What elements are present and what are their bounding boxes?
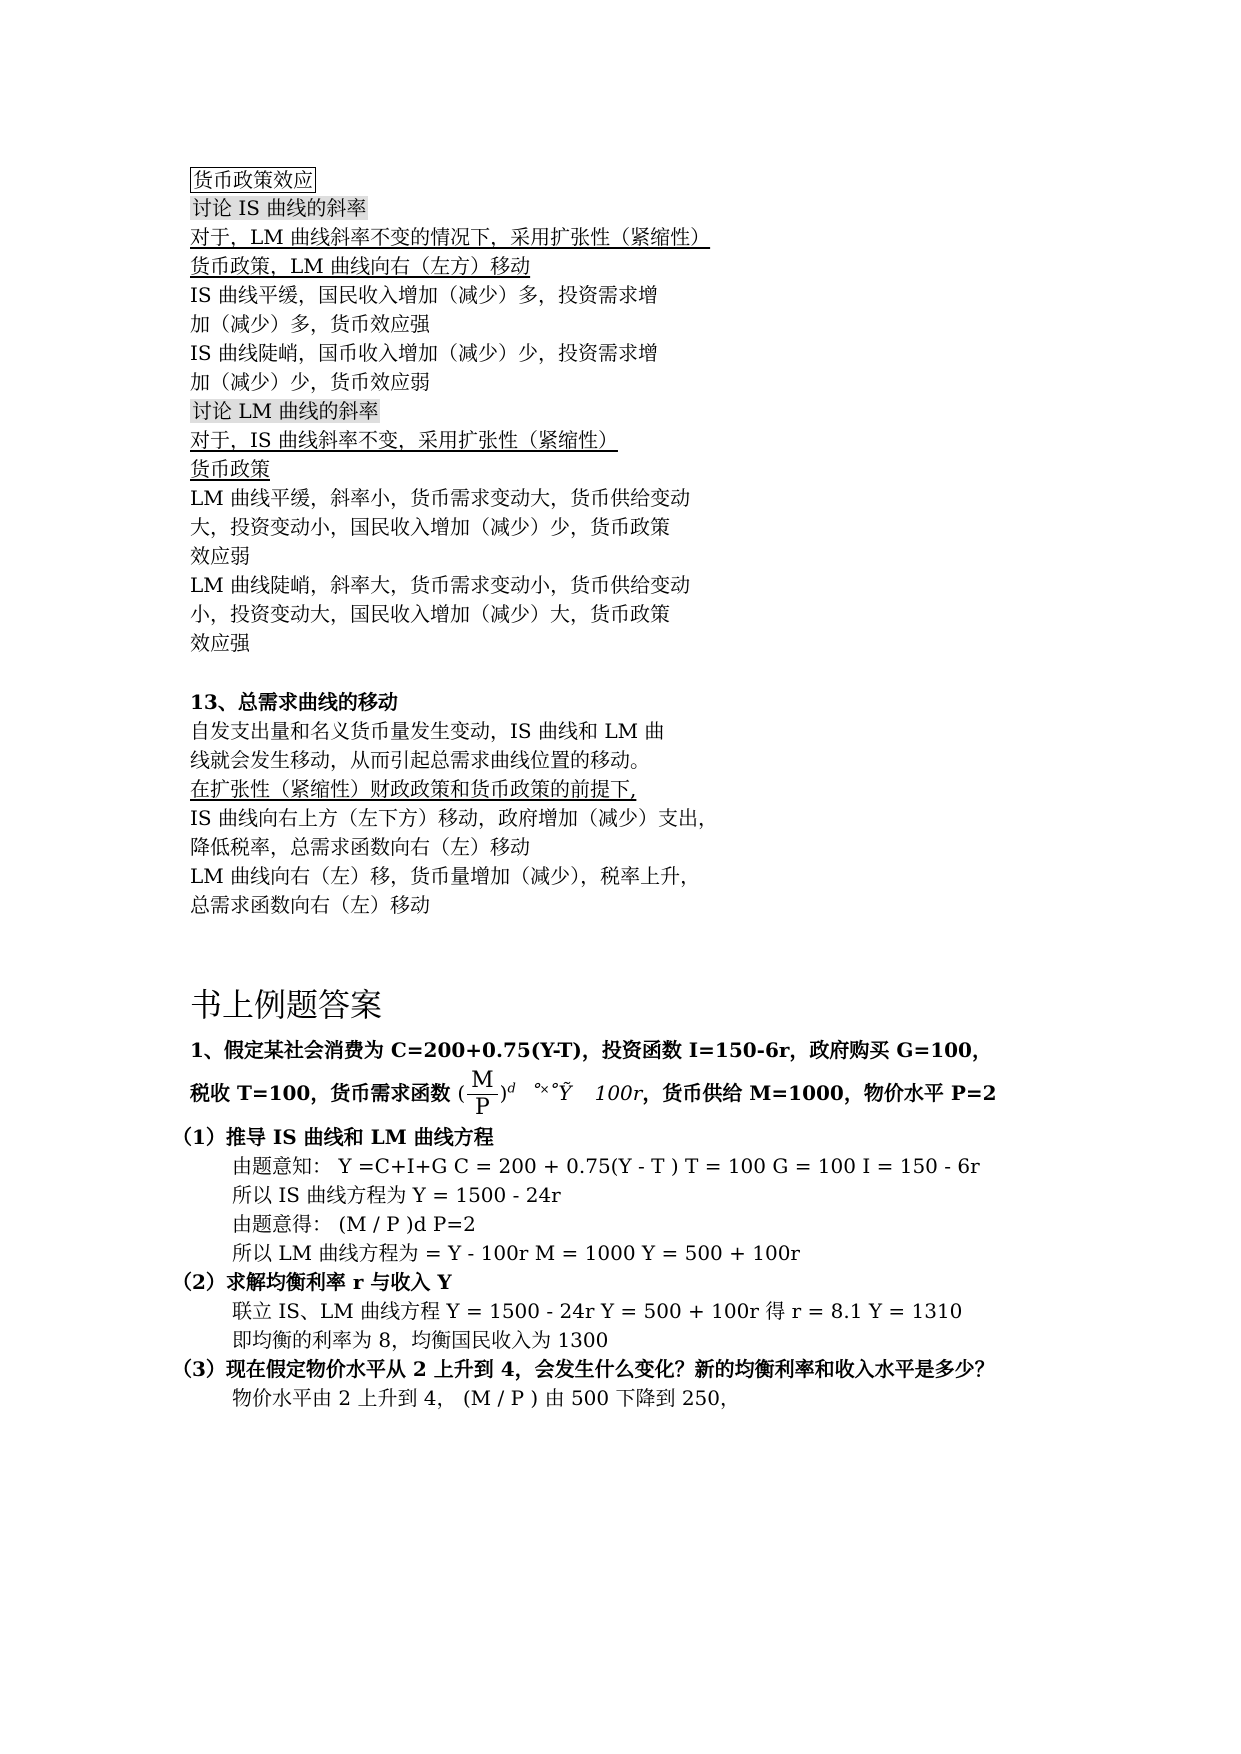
- part-2-line-1: 联立 IS、LM 曲线方程 Y = 1500 - 24r Y = 500 + 100r 得 r = 8.1 Y = 1310: [232, 1299, 963, 1323]
- question-1-line-2-prefix: 税收 T=100，货币需求函数: [190, 1081, 451, 1105]
- is-flat-line-1: IS 曲线平缓，国民收入增加（减少）多，投资需求增: [190, 283, 658, 307]
- lm-condition-line-1: 对于，IS 曲线斜率不变，采用扩张性（紧缩性）: [190, 428, 618, 452]
- part-2-title: （2）求解均衡利率 r 与收入 Y: [172, 1270, 452, 1294]
- section-13-heading: 13、总需求曲线的移动: [190, 690, 398, 714]
- is-slope-heading-line: [190, 193, 368, 223]
- section-title-box: [190, 165, 316, 195]
- paren-open: (: [457, 1081, 466, 1105]
- lm-steep-line-3: 效应强: [190, 631, 250, 655]
- section-title: 货币政策效应: [190, 167, 316, 193]
- part-1-line-4: 所以 LM 曲线方程为 = Y - 100r M = 1000 Y = 500 + 100r: [232, 1241, 800, 1265]
- part-1-line-1: 由题意知： Y =C+I+G C = 200 + 0.75(Y - T ) T = 100 G = 100 I = 150 - 6r: [232, 1154, 980, 1178]
- part-2-line-2: 即均衡的利率为 8，均衡国民收入为 1300: [232, 1328, 609, 1352]
- is-steep-line-2: 加（减少）少，货币效应弱: [190, 370, 430, 394]
- question-1-line-2: [190, 1068, 997, 1121]
- lm-slope-heading: 讨论 LM 曲线的斜率: [192, 399, 379, 423]
- part-1-line-3: 由题意得： (M / P )d P=2: [232, 1212, 476, 1236]
- part-1-title: （1）推导 IS 曲线和 LM 曲线方程: [172, 1125, 494, 1149]
- fraction-numerator: M: [467, 1068, 498, 1095]
- section-13-para-7: 总需求函数向右（左）移动: [190, 893, 430, 917]
- section-13-para-3: 在扩张性（紧缩性）财政政策和货币政策的前提下,: [190, 777, 637, 801]
- answers-heading: 书上例题答案: [190, 986, 383, 1024]
- section-13-para-2: 线就会发生移动，从而引起总需求曲线位置的移动。: [190, 748, 650, 772]
- is-condition-line-2: 货币政策，LM 曲线向右（左方）移动: [190, 254, 531, 278]
- fraction-denominator: P: [475, 1095, 490, 1120]
- section-13-para-4: IS 曲线向右上方（左下方）移动，政府增加（减少）支出，: [190, 806, 718, 830]
- lm-steep-line-1: LM 曲线陡峭，斜率大，货币需求变动小，货币供给变动: [190, 573, 691, 597]
- part-1-line-2: 所以 IS 曲线方程为 Y = 1500 - 24r: [232, 1183, 561, 1207]
- is-steep-line-1: IS 曲线陡峭，国币收入增加（减少）少，投资需求增: [190, 341, 658, 365]
- question-1-line-1: 1、假定某社会消费为 C=200+0.75(Y-T)，投资函数 I=150-6r，政府购买 G=100，: [190, 1038, 992, 1062]
- is-condition-line-1: 对于，LM 曲线斜率不变的情况下，采用扩张性（紧缩性）: [190, 225, 711, 249]
- paren-close: ): [499, 1081, 508, 1105]
- lm-flat-line-1: LM 曲线平缓，斜率小，货币需求变动大，货币供给变动: [190, 486, 691, 510]
- question-1-line-2-suffix: ，货币供给 M=1000，物价水平 P=2: [642, 1081, 997, 1105]
- demand-superscript: d: [507, 1081, 516, 1097]
- m-over-p-fraction: [467, 1068, 498, 1121]
- garbled-symbol: ˚˟˚Ỹ: [530, 1081, 572, 1105]
- section-13-para-1: 自发支出量和名义货币量发生变动，IS 曲线和 LM 曲: [190, 719, 665, 743]
- lm-flat-line-2: 大，投资变动小，国民收入增加（减少）少，货币政策: [190, 515, 670, 539]
- part-3-title: （3）现在假定物价水平从 2 上升到 4，会发生什么变化？新的均衡利率和收入水平是多少？: [172, 1357, 995, 1381]
- lm-condition-line-2: 货币政策: [190, 457, 270, 481]
- lm-slope-heading-line: [190, 396, 380, 426]
- section-13-para-5: 降低税率，总需求函数向右（左）移动: [190, 835, 530, 859]
- interest-term: 100r: [594, 1081, 643, 1105]
- part-3-line-1: 物价水平由 2 上升到 4， (M / P ) 由 500 下降到 250，: [232, 1386, 741, 1410]
- section-13-para-6: LM 曲线向右（左）移，货币量增加（减少），税率上升，: [190, 864, 701, 888]
- is-flat-line-2: 加（减少）多，货币效应强: [190, 312, 430, 336]
- lm-flat-line-3: 效应弱: [190, 544, 250, 568]
- is-slope-heading: 讨论 IS 曲线的斜率: [192, 196, 367, 220]
- lm-steep-line-2: 小，投资变动大，国民收入增加（减少）大，货币政策: [190, 602, 670, 626]
